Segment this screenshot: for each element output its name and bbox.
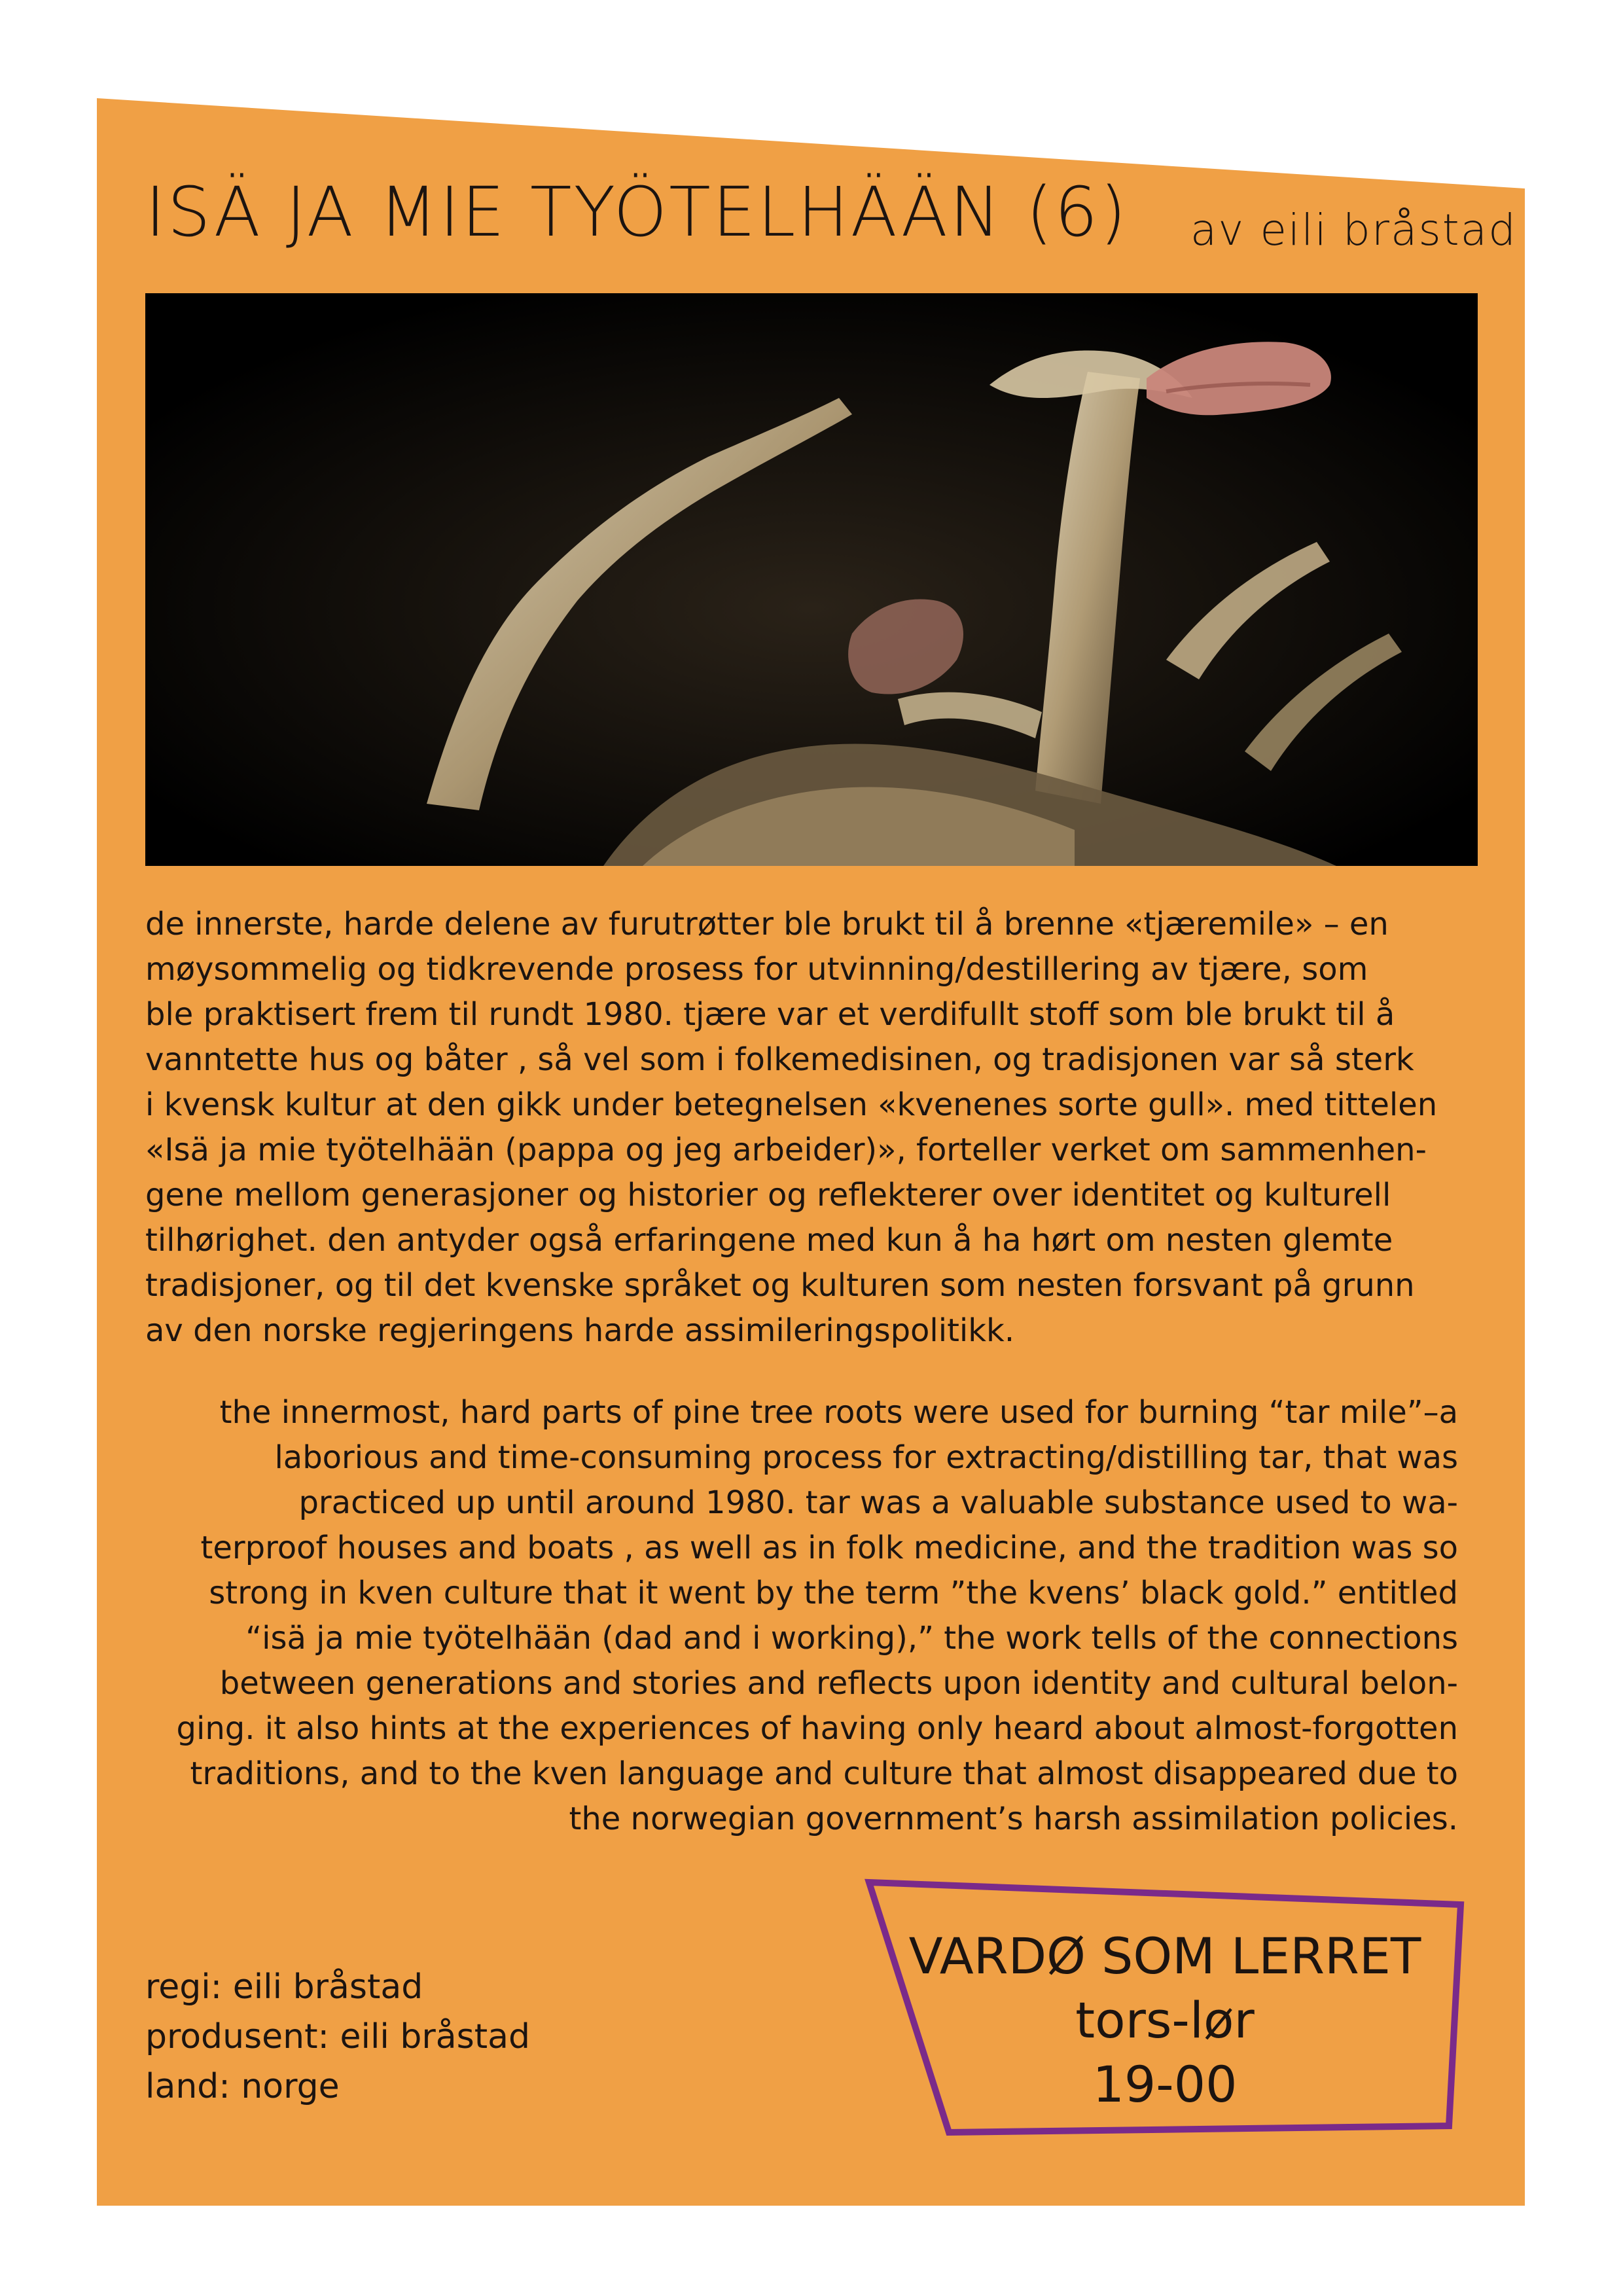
screening-time: 19-00 bbox=[1092, 2055, 1238, 2113]
credit-director: regi: eili bråstad bbox=[145, 1967, 423, 2007]
film-still-photo-icon bbox=[145, 293, 1478, 866]
description-english: the innermost, hard parts of pine tree roots were used for burning “tar mile”–a laborious and time-consuming process for extracting/distilling tar, that was practiced up until around 1980. tar was a valuable substance used to wa- terproof houses and boats , as well as in folk medicine, and the tradition was so strong in kven culture that it went by the term ”the kvens’ black gold.” entitled “isä ja mie työtelhään (dad and i working),” the work tells of the connections between generations and stories and reflects upon identity and cultural belon- ging. it also hints at the experiences of having only heard about almost-forgotten traditions, and to the kven language and culture that almost disappeared due to the norwegian government’s harsh assimilation policies. bbox=[176, 1394, 1458, 1837]
credits-block bbox=[145, 1962, 530, 2111]
credit-country: land: norge bbox=[145, 2067, 340, 2106]
credit-producer: produsent: eili bråstad bbox=[145, 2017, 530, 2056]
author-line: av eili bråstad bbox=[1190, 205, 1517, 255]
description-norwegian: de innerste, harde delene av furutrøtter ble brukt til å brenne «tjæremile» – en møysommelig og tidkrevende prosess for utvinning/destillering av tjære, som ble praktisert frem til rundt 1980. tjære var et verdifullt stoff som ble brukt til å vanntette hus og båter , så vel som i folkemedisinen, og tradisjonen var så sterk i kvensk kultur at den gikk under betegnelsen «kvenenes sorte gull». med tittelen «Isä ja mie työtelhään (pappa og jeg arbeider)», forteller verket om sammenhen- gene mellom generasjoner og historier og reflekterer over identitet og kulturell tilhørighet. den antyder også erfaringene med kun å ha hørt om nesten glemte tradisjoner, og til det kvenske språket og kulturen som nesten forsvant på grunn av den norske regjeringens harde assimileringspolitikk. bbox=[145, 906, 1438, 1349]
screening-venue: VARDØ SOM LERRET bbox=[908, 1927, 1421, 1985]
screening-info bbox=[903, 1924, 1427, 2117]
screening-days: tors-lør bbox=[1075, 1991, 1255, 2049]
film-title: ISÄ JA MIE TYÖTELHÄÄN (6) bbox=[145, 172, 1129, 252]
film-still-photo bbox=[145, 293, 1478, 866]
